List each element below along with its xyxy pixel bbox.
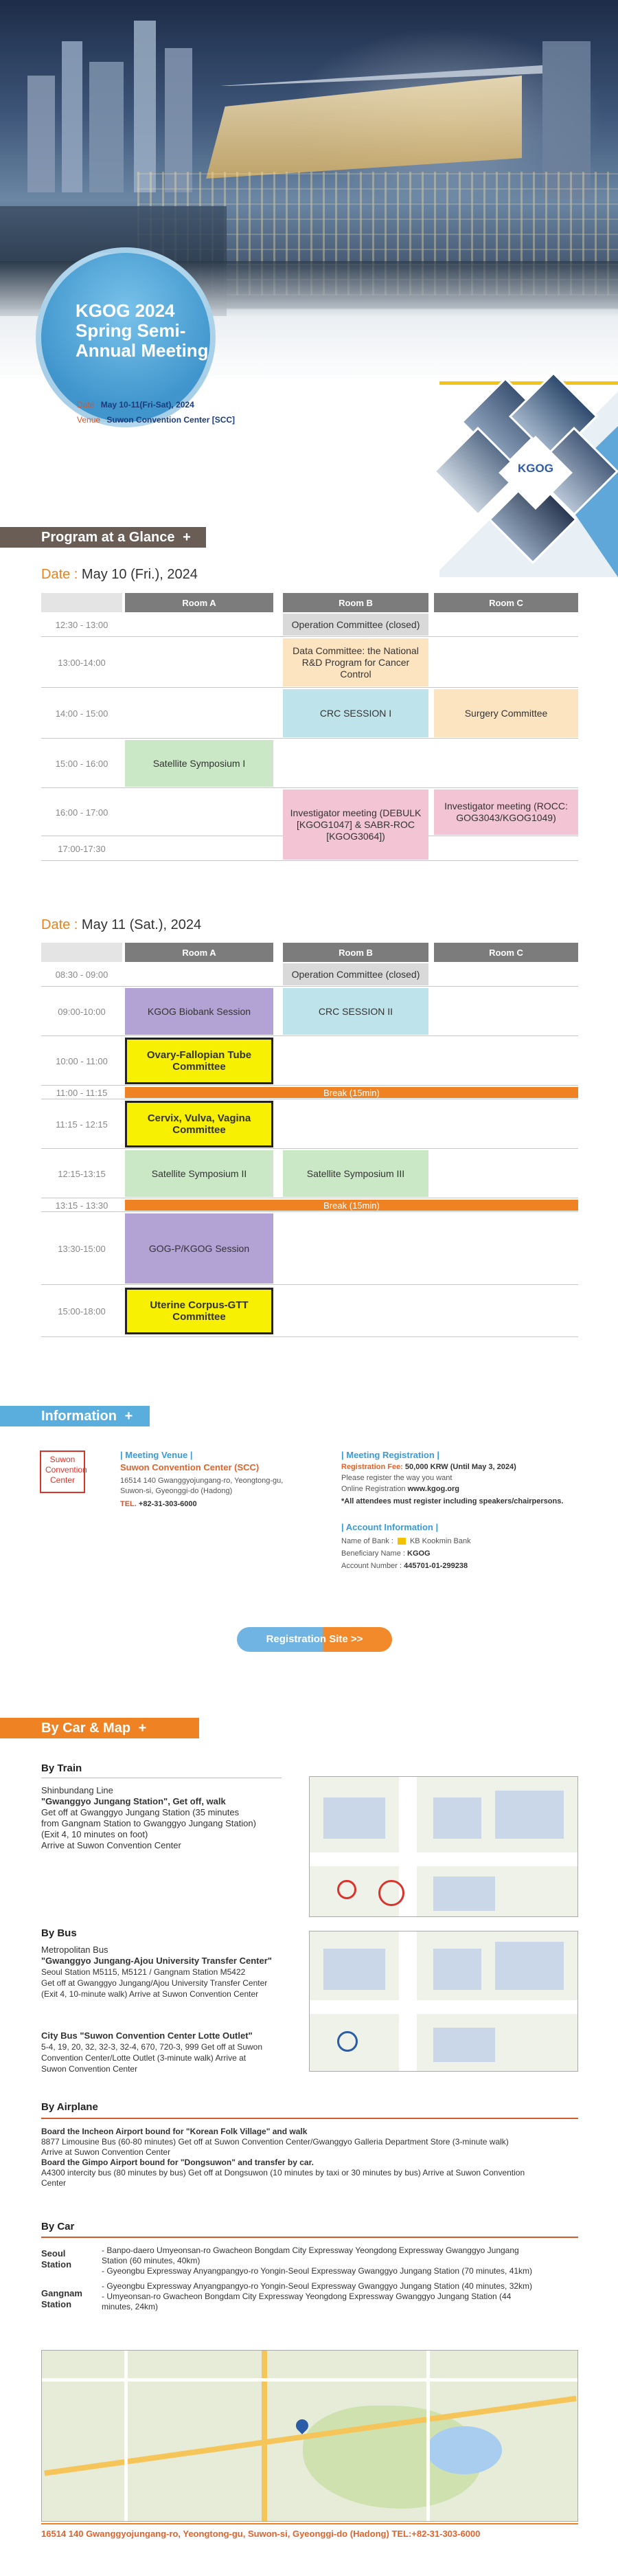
car-seoul-label: Seoul Station bbox=[41, 2248, 72, 2270]
day1-schedule-table bbox=[41, 593, 578, 868]
day1-surgery-committee: Surgery Committee bbox=[434, 689, 578, 737]
day1-operation-committee: Operation Committee (closed) bbox=[283, 614, 428, 636]
scc-logo: Suwon Convention Center bbox=[40, 1451, 85, 1493]
day1-satellite-symposium-1: Satellite Symposium I bbox=[125, 740, 273, 787]
day2-room-b-header: Room B bbox=[283, 943, 428, 962]
area-map bbox=[41, 2350, 578, 2522]
kgog-logo: KGOG bbox=[518, 462, 553, 475]
day1-date-value: May 10 (Fri.), 2024 bbox=[81, 567, 198, 582]
day2-operation-committee: Operation Committee (closed) bbox=[283, 963, 428, 985]
hero-venue-value: Suwon Convention Center [SCC] bbox=[106, 415, 236, 425]
day2-gog-session: GOG-P/KGOG Session bbox=[125, 1213, 273, 1284]
registration-fee-value: 50,000 KRW (Until May 3, 2024) bbox=[404, 1463, 516, 1471]
train-directions: Shinbundang Line "Gwanggyo Jungang Station", Get off, walk Get off at Gwanggyo Jungang Station (35 minutes from Gangnam Station to Gwanggyo Jungang Station) (Exit 4, 10 minutes on foot) Arrive at Suwon Convention Center bbox=[41, 1785, 256, 1850]
day2-satellite-symposium-2: Satellite Symposium II bbox=[125, 1150, 273, 1197]
bus-heading: By Bus bbox=[41, 1927, 77, 1939]
day1-room-a-header: Room A bbox=[125, 593, 273, 612]
day1-time: 13:00-14:00 bbox=[58, 657, 106, 668]
city-bus-directions: City Bus "Suwon Convention Center Lotte Outlet" 5-4, 19, 20, 32, 32-3, 32-4, 670, 720-3, 999 Get off at Suwon Convention Center/Lotte Outlet (3-minute walk) Arrive at Suwon Convention Center bbox=[41, 2030, 263, 2074]
day2-satellite-symposium-3: Satellite Symposium III bbox=[283, 1150, 428, 1197]
day2-room-c-header: Room C bbox=[434, 943, 578, 962]
account-label: Account Number : bbox=[341, 1562, 402, 1570]
directions-section-title: By Car & Map bbox=[41, 1721, 131, 1736]
account-value: 445701-01-299238 bbox=[404, 1562, 468, 1570]
hero-date-label: Date bbox=[77, 400, 95, 410]
day1-room-c-header: Room C bbox=[434, 593, 578, 612]
venue-heading: | Meeting Venue | bbox=[120, 1450, 193, 1460]
information-section-title: Information bbox=[41, 1409, 117, 1424]
directions-section-plus: + bbox=[138, 1721, 147, 1736]
day1-crc-session-1: CRC SESSION I bbox=[283, 689, 428, 737]
day2-schedule-table bbox=[41, 943, 578, 1341]
day2-date-prefix: Date : bbox=[41, 917, 78, 932]
registration-line: Please register the way you want bbox=[341, 1474, 453, 1482]
online-registration-link[interactable]: www.kgog.org bbox=[407, 1485, 459, 1493]
hero-venue-label: Venue bbox=[77, 415, 101, 425]
station-marker-icon bbox=[337, 1880, 356, 1899]
day2-biobank-session: KGOG Biobank Session bbox=[125, 988, 273, 1035]
day1-time: 16:00 - 17:00 bbox=[55, 807, 108, 818]
information-section-header bbox=[0, 1406, 150, 1426]
day2-uterine-committee: Uterine Corpus-GTT Committee bbox=[125, 1288, 273, 1334]
day2-time: 11:00 - 11:15 bbox=[56, 1087, 108, 1098]
day1-date-prefix: Date : bbox=[41, 567, 78, 582]
day2-cervix-committee: Cervix, Vulva, Vagina Committee bbox=[125, 1101, 273, 1147]
information-section-plus: + bbox=[124, 1409, 133, 1424]
day1-room-b-header: Room B bbox=[283, 593, 428, 612]
day2-time: 13:30-15:00 bbox=[58, 1243, 106, 1254]
program-section-plus: + bbox=[183, 530, 191, 545]
exit-marker-icon bbox=[378, 1880, 404, 1906]
airplane-directions: Board the Incheon Airport bound for "Korean Folk Village" and walk 8877 Limousine Bus (60-80 minutes) Get off at Suwon Convention Center/Gwanggyo Galleria Department Store (3-minute walk) Arrive at Suwon Convention Center Board the Gimpo Airport bound for "Dongsuwon" and transfer by car. A4300 intercity bus (80 minutes by bus) Get off at Dongsuwon (10 minutes by taxi or 30 minutes by bus) Arrive at Suwon Convention Center bbox=[41, 2127, 525, 2188]
day2-date-value: May 11 (Sat.), 2024 bbox=[81, 917, 202, 932]
venue-info bbox=[120, 1450, 326, 1510]
car-divider bbox=[41, 2237, 578, 2238]
online-registration-label: Online Registration bbox=[341, 1485, 406, 1493]
airplane-heading: By Airplane bbox=[41, 2101, 98, 2113]
day1-data-committee: Data Committee: the National R&D Program for Cancer Control bbox=[283, 638, 428, 686]
day1-time: 12:30 - 13:00 bbox=[55, 619, 108, 630]
day2-break-2: Break (15min) bbox=[125, 1200, 578, 1211]
day2-time: 12:15-13:15 bbox=[58, 1168, 106, 1179]
day1-investigator-meeting-c: Investigator meeting (ROCC: GOG3043/KGOG1049) bbox=[434, 789, 578, 835]
day1-time: 17:00-17:30 bbox=[58, 843, 106, 854]
beneficiary-value: KGOG bbox=[407, 1549, 431, 1558]
day1-investigator-meeting-b: Investigator meeting (DEBULK [KGOG1047] & SABR-ROC [KGOG3064]) bbox=[283, 789, 428, 860]
hero-date-line bbox=[77, 400, 194, 410]
hero-venue-line bbox=[77, 415, 235, 425]
bus-directions: Metropolitan Bus "Gwanggyo Jungang-Ajou University Transfer Center" Seoul Station M5115, M5121 / Gangnam Station M5422 Get off at Gwanggyo Jungang/Ajou University Transfer Center (Exit 4, 10-minute walk) Arrive at Suwon Convention Center bbox=[41, 1945, 272, 1999]
footer-address: 16514 140 Gwanggyojungang-ro, Yeongtong-gu, Suwon-si, Gyeonggi-do (Hadong) TEL:+82-31-303-6000 bbox=[41, 2529, 481, 2539]
bank-value: KB Kookmin Bank bbox=[409, 1537, 471, 1545]
car-gangnam-routes: - Gyeongbu Expressway Anyangpangyo-ro Yongin-Seoul Expressway Gwanggyo Jungang Station (40 minutes, 32km) - Umyeonsan-ro Gwacheon Bongdam City Expressway Yeongdong Expressway Gwanggyo Jungang Station (44 minutes, 24km) bbox=[102, 2281, 533, 2311]
venue-address-1: 16514 140 Gwanggyojungang-ro, Yeongtong-gu, bbox=[120, 1477, 284, 1485]
day2-time: 08:30 - 09:00 bbox=[55, 969, 108, 980]
registration-info bbox=[341, 1450, 588, 1571]
directions-section-header bbox=[0, 1718, 199, 1738]
day2-time: 15:00-18:00 bbox=[58, 1306, 106, 1317]
car-heading: By Car bbox=[41, 2221, 75, 2232]
car-seoul-routes: - Banpo-daero Umyeonsan-ro Gwacheon Bongdam City Expressway Yeongdong Expressway Gwanggyo Jungang Station (60 minutes, 40km) - Gyeongbu Expressway Anyangpangyo-ro Yongin-Seoul Expressway Gwanggyo Jungang Station (70 minutes, 41km) bbox=[102, 2245, 533, 2276]
registration-site-button[interactable]: Registration Site >> bbox=[237, 1627, 392, 1652]
day2-time: 09:00-10:00 bbox=[58, 1006, 106, 1017]
day2-time: 10:00 - 11:00 bbox=[56, 1055, 108, 1066]
beneficiary-label: Beneficiary Name : bbox=[341, 1549, 405, 1558]
day2-ovary-committee: Ovary-Fallopian Tube Committee bbox=[125, 1038, 273, 1084]
hero-title: KGOG 2024 Spring Semi-Annual Meeting bbox=[76, 300, 209, 361]
bus-stop-icon bbox=[337, 2031, 358, 2052]
car-gangnam-label: Gangnam Station bbox=[41, 2288, 82, 2309]
program-section-title: Program at a Glance bbox=[41, 530, 175, 545]
program-section-header bbox=[0, 527, 206, 548]
venue-address-2: Suwon-si, Gyeonggi-do (Hadong) bbox=[120, 1487, 233, 1495]
bus-route-map bbox=[309, 1931, 578, 2072]
kb-bank-icon bbox=[398, 1538, 406, 1545]
day2-time: 11:15 - 12:15 bbox=[56, 1119, 108, 1130]
day1-time: 15:00 - 16:00 bbox=[55, 758, 108, 769]
day2-header-blank bbox=[41, 943, 122, 962]
bank-label: Name of Bank : bbox=[341, 1537, 393, 1545]
airplane-divider bbox=[41, 2118, 578, 2119]
train-heading: By Train bbox=[41, 1762, 82, 1774]
day2-crc-session-2: CRC SESSION II bbox=[283, 988, 428, 1035]
hero-date-value: May 10-11(Fri-Sat), 2024 bbox=[100, 400, 194, 410]
train-route-map bbox=[309, 1776, 578, 1917]
venue-tel: +82-31-303-6000 bbox=[138, 1500, 197, 1508]
day1-time: 14:00 - 15:00 bbox=[55, 708, 108, 719]
day1-header-blank bbox=[41, 593, 122, 612]
day2-time: 13:15 - 13:30 bbox=[55, 1200, 108, 1211]
venue-tel-label: TEL. bbox=[120, 1500, 137, 1508]
registration-note: *All attendees must register including speakers/chairpersons. bbox=[341, 1497, 564, 1505]
footer-rule bbox=[41, 2523, 578, 2524]
day2-break-1: Break (15min) bbox=[125, 1087, 578, 1098]
account-heading: | Account Information | bbox=[341, 1522, 439, 1532]
venue-name: Suwon Convention Center (SCC) bbox=[120, 1462, 260, 1472]
day1-date bbox=[41, 567, 198, 583]
registration-fee-label: Registration Fee: bbox=[341, 1463, 403, 1471]
day2-date bbox=[41, 917, 201, 933]
registration-heading: | Meeting Registration | bbox=[341, 1450, 440, 1460]
day2-room-a-header: Room A bbox=[125, 943, 273, 962]
